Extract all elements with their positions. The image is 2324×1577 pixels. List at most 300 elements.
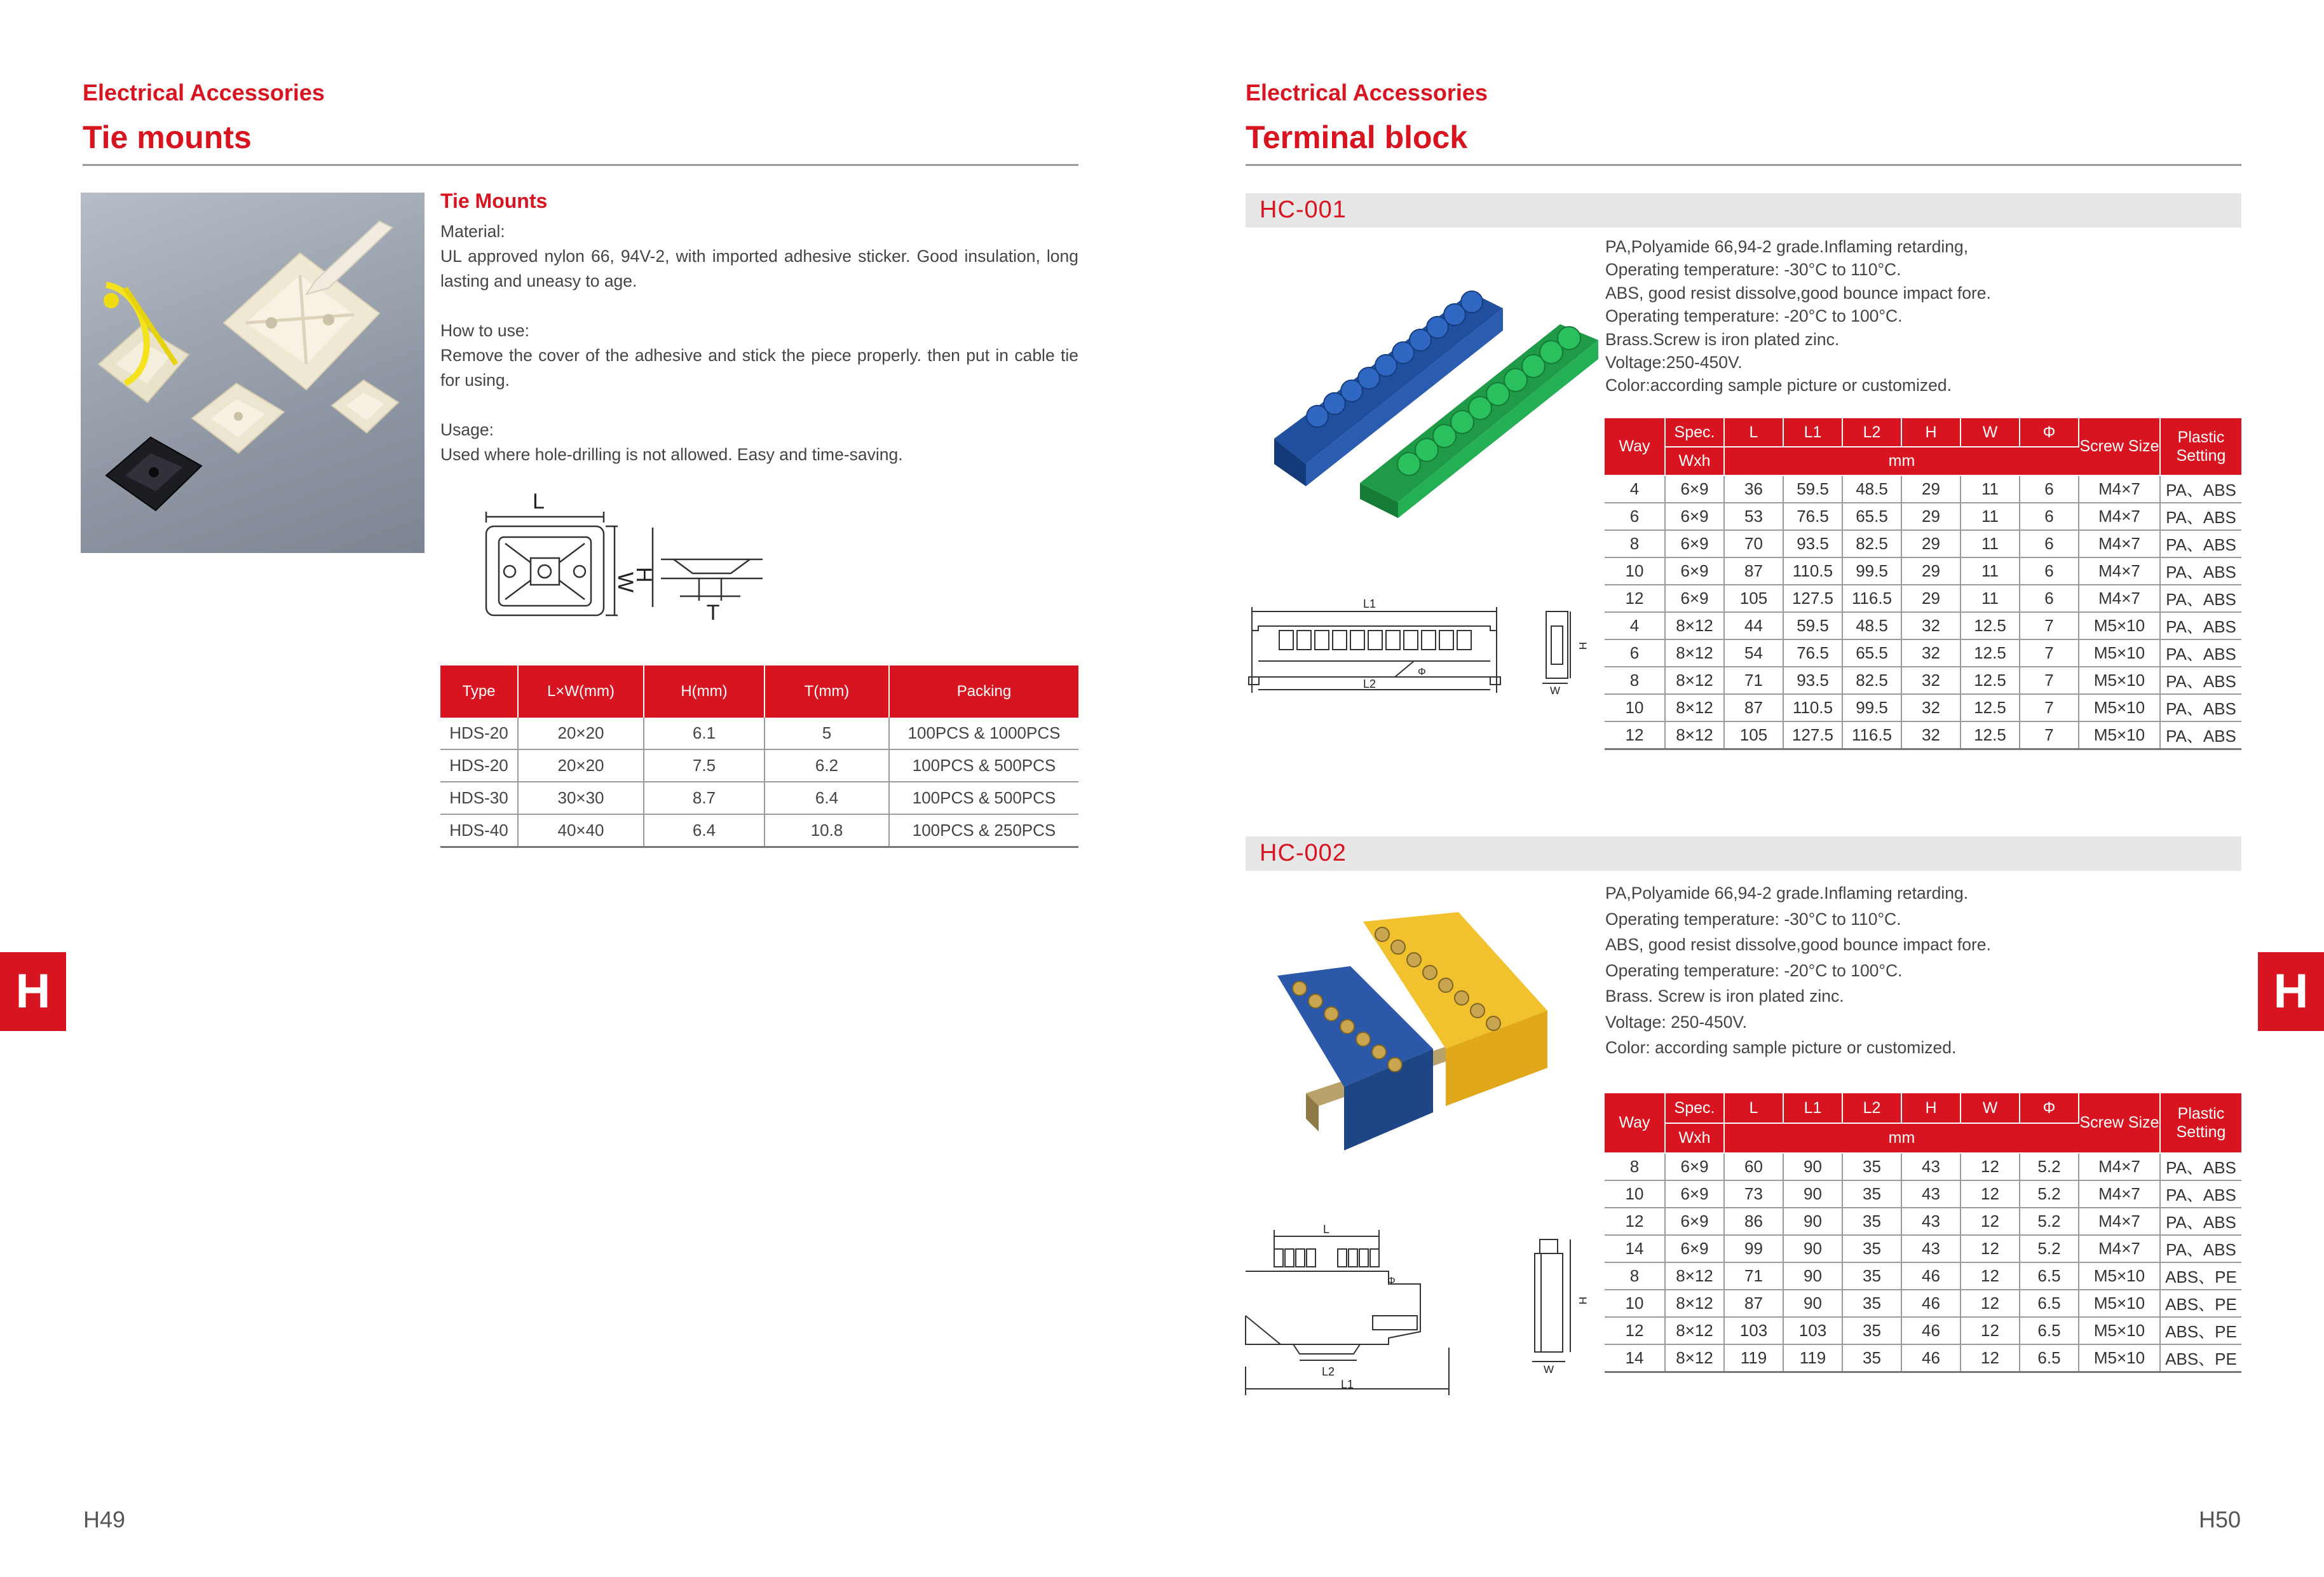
table-cell: 40×40 <box>518 814 644 847</box>
table-cell: 59.5 <box>1783 612 1842 639</box>
table-cell: M4×7 <box>2079 530 2160 557</box>
table-cell: 8×12 <box>1665 612 1724 639</box>
table-cell: 60 <box>1724 1153 1783 1180</box>
table-cell: 65.5 <box>1842 639 1901 667</box>
col-unit: mm <box>1724 447 2079 475</box>
table-cell: 46 <box>1901 1290 1960 1317</box>
table-cell: 20×20 <box>518 749 644 782</box>
table-cell: M4×7 <box>2079 1235 2160 1262</box>
table-cell: 30×30 <box>518 782 644 814</box>
hc002-header-band <box>1246 836 2241 871</box>
table-cell: 90 <box>1783 1290 1842 1317</box>
table-row <box>1605 1153 2241 1180</box>
table-cell: M4×7 <box>2079 557 2160 585</box>
hc001-spec-table <box>1605 418 2241 750</box>
col-plastic-setting: Plastic Setting <box>2160 1093 2241 1153</box>
table-cell: 29 <box>1901 475 1960 503</box>
table-cell: HDS-30 <box>440 782 518 814</box>
table-cell: 116.5 <box>1842 585 1901 612</box>
table-cell: PA、ABS <box>2160 475 2241 503</box>
right-page-title: Terminal block <box>1246 119 1468 155</box>
col-w: W <box>1960 1093 2020 1123</box>
table-cell: 76.5 <box>1783 503 1842 530</box>
table-cell: 6 <box>2020 475 2079 503</box>
table-cell: 7 <box>2020 694 2079 721</box>
medium-mount-image <box>192 383 284 453</box>
table-row <box>1605 1235 2241 1262</box>
col-l1: L1 <box>1783 418 1842 447</box>
table-cell: 12 <box>1960 1317 2020 1344</box>
hc002-dim-l2: L2 <box>1321 1365 1335 1378</box>
table-cell: 93.5 <box>1783 667 1842 694</box>
hc001-desc-line: PA,Polyamide 66,94-2 grade.Inflaming retarding, <box>1605 237 1969 256</box>
hc001-dim-h: H <box>1577 642 1589 650</box>
table-cell: 29 <box>1901 503 1960 530</box>
table-cell: 12.5 <box>1960 667 2020 694</box>
col-l1: L1 <box>1783 1093 1842 1123</box>
table-cell: 12.5 <box>1960 721 2020 749</box>
table-cell: M5×10 <box>2079 639 2160 667</box>
right-page-number: H50 <box>2199 1506 2241 1533</box>
table-cell: 6 <box>1605 639 1665 667</box>
table-cell: 82.5 <box>1842 667 1901 694</box>
hc001-table-body <box>1605 475 2241 749</box>
table-cell: 36 <box>1724 475 1783 503</box>
table-cell: 100PCS & 250PCS <box>889 814 1078 847</box>
hc001-dim-w: W <box>1549 685 1561 697</box>
table-cell: 8.7 <box>644 782 764 814</box>
hc002-product-photo <box>1268 903 1560 1157</box>
table-row <box>1605 1180 2241 1208</box>
table-cell: M5×10 <box>2079 612 2160 639</box>
col-plastic-setting: Plastic Setting <box>2160 418 2241 475</box>
table-cell: 8×12 <box>1665 694 1724 721</box>
table-cell: 10 <box>1605 1290 1665 1317</box>
hc002-code: HC-002 <box>1260 840 1347 866</box>
left-page-number: H49 <box>83 1506 126 1533</box>
table-cell: M5×10 <box>2079 721 2160 749</box>
table-cell: ABS、PE <box>2160 1262 2241 1290</box>
table-cell: M5×10 <box>2079 667 2160 694</box>
table-cell: 12 <box>1960 1344 2020 1372</box>
col-phi: Φ <box>2020 1093 2079 1123</box>
tie-mounts-photo <box>81 193 425 553</box>
col-unit: mm <box>1724 1123 2079 1153</box>
table-cell: 119 <box>1783 1344 1842 1372</box>
table-cell: 12 <box>1960 1290 2020 1317</box>
table-row <box>1605 503 2241 530</box>
tie-mounts-illustration <box>81 193 425 553</box>
table-cell: 46 <box>1901 1317 1960 1344</box>
table-cell: 4 <box>1605 612 1665 639</box>
table-cell: 14 <box>1605 1344 1665 1372</box>
large-mount-image <box>224 221 392 390</box>
table-cell: 7 <box>2020 667 2079 694</box>
tie-mounts-table <box>440 666 1078 848</box>
table-row <box>1605 585 2241 612</box>
table-cell: 12 <box>1605 721 1665 749</box>
hc002-dim-l: L <box>1322 1223 1330 1236</box>
table-cell: M4×7 <box>2079 1208 2160 1235</box>
hc002-table-body <box>1605 1153 2241 1372</box>
table-cell: 6.5 <box>2020 1317 2079 1344</box>
howto-label: How to use: <box>440 321 529 340</box>
table-cell: 11 <box>1960 557 2020 585</box>
table-row <box>1605 1262 2241 1290</box>
table-cell: 12 <box>1960 1153 2020 1180</box>
hc002-description <box>1605 880 1991 1061</box>
table-cell: 71 <box>1724 1262 1783 1290</box>
table-row <box>440 718 1078 749</box>
table-cell: HDS-20 <box>440 718 518 749</box>
table-cell: 35 <box>1842 1290 1901 1317</box>
table-cell: 8 <box>1605 667 1665 694</box>
table-cell: 71 <box>1724 667 1783 694</box>
table-cell: 5.2 <box>2020 1180 2079 1208</box>
spacer <box>440 294 1078 318</box>
table-cell: PA、ABS <box>2160 530 2241 557</box>
right-title-rule <box>1246 164 2241 166</box>
table-cell: 10.8 <box>764 814 889 847</box>
table-cell: 8×12 <box>1665 1317 1724 1344</box>
table-cell: 100PCS & 500PCS <box>889 749 1078 782</box>
table-cell: 6 <box>2020 530 2079 557</box>
right-section-tab: H <box>2258 952 2324 1031</box>
hc002-dim-phi: Φ <box>1387 1276 1396 1287</box>
hc001-description <box>1605 235 1991 397</box>
table-cell: PA、ABS <box>2160 1153 2241 1180</box>
col-l2: L2 <box>1842 418 1901 447</box>
hc002-desc-line: Operating temperature: -30°C to 110°C. <box>1605 909 1901 929</box>
table-cell: 6 <box>2020 503 2079 530</box>
table-cell: 35 <box>1842 1153 1901 1180</box>
dim-label-t: T <box>706 601 720 625</box>
table-cell: HDS-40 <box>440 814 518 847</box>
material-label: Material: <box>440 222 505 241</box>
table-cell: 29 <box>1901 557 1960 585</box>
table-cell: M5×10 <box>2079 1317 2160 1344</box>
yellow-tie-mount-image <box>99 285 189 402</box>
table-row <box>1605 475 2241 503</box>
col-way: Way <box>1605 418 1665 475</box>
table-cell: HDS-20 <box>440 749 518 782</box>
table-cell: 10 <box>1605 1180 1665 1208</box>
table-cell: 12 <box>1960 1235 2020 1262</box>
table-cell: 12 <box>1605 1208 1665 1235</box>
hc001-header-row-1 <box>1605 418 2241 447</box>
table-header-row <box>440 666 1078 718</box>
blue-terminal-block-image <box>1277 966 1433 1150</box>
tie-mount-dimension-diagram <box>470 483 782 623</box>
table-cell: 6×9 <box>1665 475 1724 503</box>
hc001-desc-line: Voltage:250-450V. <box>1605 353 1743 372</box>
table-cell: 105 <box>1724 585 1783 612</box>
table-cell: 35 <box>1842 1235 1901 1262</box>
col-h: H <box>1901 418 1960 447</box>
table-cell: 127.5 <box>1783 585 1842 612</box>
table-cell: 7 <box>2020 639 2079 667</box>
table-cell: 6.1 <box>644 718 764 749</box>
col-screw-size: Screw Size <box>2079 1093 2160 1153</box>
table-cell: 5.2 <box>2020 1208 2079 1235</box>
table-row <box>1605 1344 2241 1372</box>
hc001-desc-line: Color:according sample picture or customized. <box>1605 376 1952 395</box>
table-cell: 35 <box>1842 1317 1901 1344</box>
table-cell: 6×9 <box>1665 503 1724 530</box>
table-cell: 76.5 <box>1783 639 1842 667</box>
tie-mounts-table-body <box>440 718 1078 847</box>
table-cell: 6×9 <box>1665 1180 1724 1208</box>
table-cell: 6×9 <box>1665 1208 1724 1235</box>
spacer <box>440 393 1078 418</box>
table-cell: 8×12 <box>1665 1262 1724 1290</box>
table-cell: 59.5 <box>1783 475 1842 503</box>
table-cell: 32 <box>1901 721 1960 749</box>
left-title-rule <box>83 164 1078 166</box>
table-cell: 90 <box>1783 1208 1842 1235</box>
table-cell: 99.5 <box>1842 557 1901 585</box>
table-cell: 35 <box>1842 1180 1901 1208</box>
table-cell: 116.5 <box>1842 721 1901 749</box>
table-cell: 12 <box>1960 1208 2020 1235</box>
table-cell: 8 <box>1605 530 1665 557</box>
table-cell: 90 <box>1783 1153 1842 1180</box>
table-cell: 99.5 <box>1842 694 1901 721</box>
hc001-dim-phi: Φ <box>1418 667 1426 678</box>
col-spec-sub: Wxh <box>1665 447 1724 475</box>
table-cell: 6×9 <box>1665 1153 1724 1180</box>
table-cell: 65.5 <box>1842 503 1901 530</box>
table-cell: 93.5 <box>1783 530 1842 557</box>
table-cell: PA、ABS <box>2160 612 2241 639</box>
table-cell: 8×12 <box>1665 1290 1724 1317</box>
table-row <box>1605 667 2241 694</box>
table-cell: M4×7 <box>2079 475 2160 503</box>
black-mount-image <box>106 437 201 510</box>
hc002-desc-line: ABS, good resist dissolve,good bounce impact fore. <box>1605 935 1991 954</box>
hc002-desc-line: Color: according sample picture or customized. <box>1605 1038 1957 1057</box>
table-cell: M5×10 <box>2079 694 2160 721</box>
table-cell: PA、ABS <box>2160 667 2241 694</box>
table-cell: 103 <box>1783 1317 1842 1344</box>
table-row <box>1605 1317 2241 1344</box>
table-cell: 53 <box>1724 503 1783 530</box>
col-lxw: L×W(mm) <box>518 666 644 718</box>
table-cell: PA、ABS <box>2160 585 2241 612</box>
col-spec: Spec. <box>1665 418 1724 447</box>
table-cell: 82.5 <box>1842 530 1901 557</box>
table-cell: 11 <box>1960 585 2020 612</box>
table-cell: 70 <box>1724 530 1783 557</box>
table-cell: 6.4 <box>764 782 889 814</box>
table-cell: 12.5 <box>1960 694 2020 721</box>
product-name: Tie Mounts <box>440 189 548 212</box>
table-cell: 5.2 <box>2020 1235 2079 1262</box>
col-phi: Φ <box>2020 418 2079 447</box>
hc001-product-photo <box>1261 280 1617 528</box>
table-cell: PA、ABS <box>2160 1235 2241 1262</box>
table-cell: 46 <box>1901 1262 1960 1290</box>
hc001-dim-l1: L1 <box>1362 597 1376 610</box>
hc002-desc-line: Voltage: 250-450V. <box>1605 1012 1747 1032</box>
table-cell: 7 <box>2020 612 2079 639</box>
table-row <box>1605 639 2241 667</box>
table-cell: PA、ABS <box>2160 557 2241 585</box>
table-cell: PA、ABS <box>2160 1180 2241 1208</box>
table-cell: 6 <box>1605 503 1665 530</box>
table-cell: 54 <box>1724 639 1783 667</box>
col-l: L <box>1724 418 1783 447</box>
table-row <box>1605 530 2241 557</box>
hc002-header-row-1 <box>1605 1093 2241 1123</box>
table-cell: PA、ABS <box>2160 694 2241 721</box>
table-cell: 10 <box>1605 694 1665 721</box>
table-cell: 6×9 <box>1665 1235 1724 1262</box>
table-cell: 7 <box>2020 721 2079 749</box>
hc002-dimension-diagram <box>1242 1220 1598 1411</box>
usage-text: Used where hole-drilling is not allowed. Easy and time-saving. <box>440 445 903 464</box>
table-cell: 10 <box>1605 557 1665 585</box>
table-cell: 110.5 <box>1783 557 1842 585</box>
table-cell: 12.5 <box>1960 612 2020 639</box>
col-spec-sub: Wxh <box>1665 1123 1724 1153</box>
hc002-dim-w: W <box>1543 1363 1554 1376</box>
dim-label-l: L <box>533 489 545 514</box>
table-cell: PA、ABS <box>2160 639 2241 667</box>
table-cell: 6 <box>2020 585 2079 612</box>
table-cell: 32 <box>1901 694 1960 721</box>
table-row <box>440 782 1078 814</box>
table-row <box>1605 612 2241 639</box>
table-cell: 12 <box>1960 1180 2020 1208</box>
hc001-desc-line: Operating temperature: -30°C to 110°C. <box>1605 260 1901 280</box>
table-cell: 87 <box>1724 1290 1783 1317</box>
table-cell: 8×12 <box>1665 667 1724 694</box>
table-cell: 119 <box>1724 1344 1783 1372</box>
col-way: Way <box>1605 1093 1665 1153</box>
table-cell: 29 <box>1901 530 1960 557</box>
table-row <box>1605 721 2241 749</box>
table-cell: M4×7 <box>2079 1180 2160 1208</box>
table-cell: 6.5 <box>2020 1344 2079 1372</box>
col-w: W <box>1960 418 2020 447</box>
hc001-desc-line: Brass.Screw is iron plated zinc. <box>1605 329 1840 349</box>
table-row <box>1605 1208 2241 1235</box>
col-t: T(mm) <box>764 666 889 718</box>
table-cell: 87 <box>1724 557 1783 585</box>
table-cell: 6 <box>2020 557 2079 585</box>
table-cell: PA、ABS <box>2160 721 2241 749</box>
table-cell: M4×7 <box>2079 503 2160 530</box>
table-cell: 6.5 <box>2020 1262 2079 1290</box>
dim-label-h: H <box>632 567 656 583</box>
table-cell: 32 <box>1901 639 1960 667</box>
table-cell: 8×12 <box>1665 721 1724 749</box>
table-cell: M5×10 <box>2079 1262 2160 1290</box>
hc002-desc-line: PA,Polyamide 66,94-2 grade.Inflaming retarding. <box>1605 884 1969 903</box>
left-category: Electrical Accessories <box>83 79 325 106</box>
table-cell: 86 <box>1724 1208 1783 1235</box>
table-cell: 8×12 <box>1665 639 1724 667</box>
table-cell: 73 <box>1724 1180 1783 1208</box>
table-cell: 35 <box>1842 1262 1901 1290</box>
table-cell: M4×7 <box>2079 585 2160 612</box>
table-cell: PA、ABS <box>2160 1208 2241 1235</box>
left-section-tab: H <box>0 952 66 1031</box>
hc001-dim-l2: L2 <box>1362 678 1376 690</box>
col-type: Type <box>440 666 518 718</box>
table-row <box>1605 1290 2241 1317</box>
table-cell: 8 <box>1605 1153 1665 1180</box>
table-cell: 12 <box>1605 585 1665 612</box>
hc002-desc-line: Brass. Screw is iron plated zinc. <box>1605 986 1844 1006</box>
hc001-desc-line: ABS, good resist dissolve,good bounce impact fore. <box>1605 283 1991 303</box>
table-cell: 4 <box>1605 475 1665 503</box>
col-packing: Packing <box>889 666 1078 718</box>
table-cell: 43 <box>1901 1180 1960 1208</box>
table-cell: 11 <box>1960 530 2020 557</box>
table-cell: 20×20 <box>518 718 644 749</box>
table-cell: 12 <box>1605 1317 1665 1344</box>
col-l: L <box>1724 1093 1783 1123</box>
table-cell: 46 <box>1901 1344 1960 1372</box>
table-cell: 6.4 <box>644 814 764 847</box>
table-cell: 6×9 <box>1665 530 1724 557</box>
howto-text: Remove the cover of the adhesive and stick the piece properly. then put in cable tie for using. <box>440 346 1078 390</box>
table-cell: 11 <box>1960 503 2020 530</box>
table-cell: 90 <box>1783 1262 1842 1290</box>
table-cell: ABS、PE <box>2160 1317 2241 1344</box>
table-cell: 6×9 <box>1665 585 1724 612</box>
table-cell: 7.5 <box>644 749 764 782</box>
table-cell: 12.5 <box>1960 639 2020 667</box>
dim-label-w: W <box>613 572 637 593</box>
table-cell: 32 <box>1901 612 1960 639</box>
table-cell: ABS、PE <box>2160 1290 2241 1317</box>
table-cell: 100PCS & 500PCS <box>889 782 1078 814</box>
hc002-dim-h: H <box>1577 1297 1589 1305</box>
table-cell: M5×10 <box>2079 1344 2160 1372</box>
tie-mount-description <box>440 219 1078 467</box>
table-cell: 5.2 <box>2020 1153 2079 1180</box>
table-cell: 35 <box>1842 1208 1901 1235</box>
table-cell: 90 <box>1783 1180 1842 1208</box>
hc002-dim-l1: L1 <box>1340 1378 1354 1391</box>
table-cell: 44 <box>1724 612 1783 639</box>
table-cell: 105 <box>1724 721 1783 749</box>
table-cell: 11 <box>1960 475 2020 503</box>
material-text: UL approved nylon 66, 94V-2, with imported adhesive sticker. Good insulation, long lasting and uneasy to age. <box>440 247 1078 290</box>
table-cell: ABS、PE <box>2160 1344 2241 1372</box>
table-cell: 43 <box>1901 1235 1960 1262</box>
table-row <box>1605 557 2241 585</box>
table-row <box>440 814 1078 847</box>
table-cell: 14 <box>1605 1235 1665 1262</box>
col-l2: L2 <box>1842 1093 1901 1123</box>
table-cell: 5 <box>764 718 889 749</box>
table-cell: 127.5 <box>1783 721 1842 749</box>
table-cell: 87 <box>1724 694 1783 721</box>
table-cell: 8 <box>1605 1262 1665 1290</box>
table-cell: 43 <box>1901 1208 1960 1235</box>
table-cell: 90 <box>1783 1235 1842 1262</box>
right-category: Electrical Accessories <box>1246 79 1488 106</box>
table-cell: 48.5 <box>1842 475 1901 503</box>
table-cell: 6.2 <box>764 749 889 782</box>
small-mount-image <box>332 380 398 433</box>
hc002-spec-table <box>1605 1093 2241 1373</box>
table-cell: 110.5 <box>1783 694 1842 721</box>
